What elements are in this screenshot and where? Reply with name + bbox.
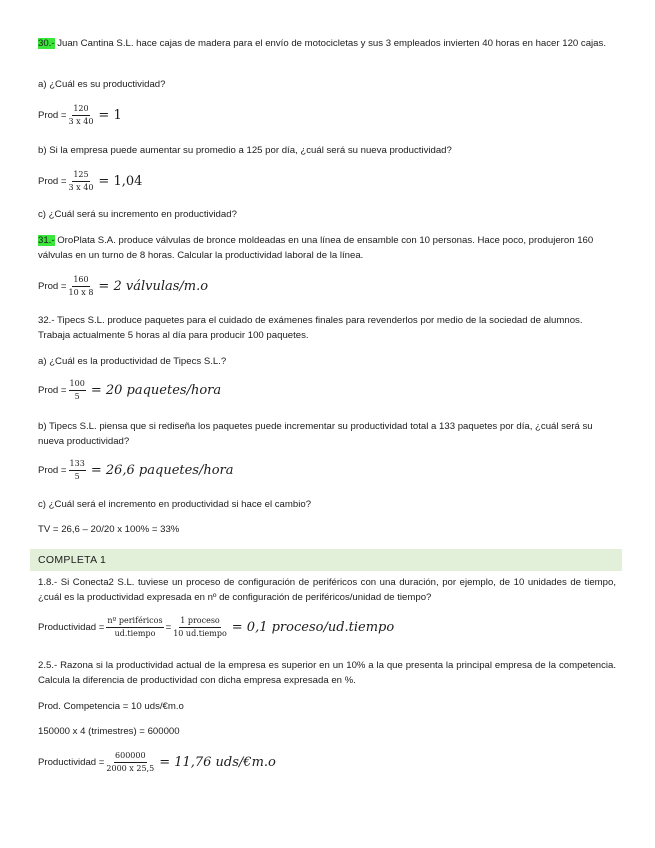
exercise-31-formula: [38, 275, 208, 298]
fraction-2: [173, 616, 227, 639]
formula-label: Productividad =: [38, 622, 105, 633]
numerator: 133: [69, 459, 86, 471]
exercise-2-5-line-1: Prod. Competencia = 10 uds/€m.o: [38, 701, 184, 712]
formula-result: = 11,76 uds/€m.o: [159, 755, 276, 770]
exercise-31-text: OroPlata S.A. produce válvulas de bronce moldeadas en una línea de ensamble con 10 personas. Hace poco, produjeron 160 válvulas en un turno de 8 horas. Calcular la productividad laboral de la línea.: [38, 235, 594, 261]
formula-result: = 0,1 proceso/ud.tiempo: [231, 620, 395, 635]
equals-sign: =: [165, 622, 172, 633]
exercise-30-question-a: a) ¿Cuál es su productividad?: [38, 79, 166, 90]
formula-result: = 2 válvulas/m.o: [98, 279, 209, 294]
section-heading-completa-1: COMPLETA 1: [30, 549, 622, 571]
denominator: 3 x 40: [68, 117, 94, 126]
exercise-32-formula-b: [38, 459, 234, 482]
exercise-32-tv-line: TV = 26,6 – 20/20 x 100% = 33%: [38, 524, 180, 535]
denominator: 2000 x 25,5: [106, 764, 155, 773]
denominator: 10 x 8: [68, 288, 94, 297]
exercise-30-question-b: b) Si la empresa puede aumentar su promedio a 125 por día, ¿cuál será su nueva productividad?: [38, 145, 452, 156]
exercise-30-formula-a: [38, 104, 122, 127]
formula-label: Prod =: [38, 110, 67, 121]
numerator: 100: [69, 379, 86, 391]
formula-result: = 20 paquetes/hora: [90, 383, 222, 398]
formula-label: Productividad =: [38, 757, 105, 768]
formula-result: = 1,04: [98, 174, 143, 189]
fraction: [69, 275, 94, 298]
denominator: ud.tiempo: [114, 629, 156, 638]
exercise-30-statement: [38, 37, 616, 52]
formula-label: Prod =: [38, 385, 67, 396]
exercise-1-8-statement: 1.8.- Si Conecta2 S.L. tuviese un proceso de configuración de periféricos con una duración, por ejemplo, de 10 unidades de tiempo, ¿cuál es la productividad expresada en nº de configuración de periféricos/unidad de tiempo?: [38, 577, 616, 603]
denominator: 5: [74, 392, 80, 401]
fraction: [106, 751, 154, 774]
exercise-31-statement: [38, 234, 618, 263]
exercise-32-statement: 32.- Tipecs S.L. produce paquetes para el cuidado de exámenes finales para revenderlos por medio de la sociedad de alumnos. Trabaja actualmente 5 horas al día para producir 100 paquetes.: [38, 315, 583, 341]
exercise-32-question-a: a) ¿Cuál es la productividad de Tipecs S.L.?: [38, 356, 227, 367]
exercise-2-5-formula: [38, 751, 276, 774]
exercise-32-question-b: b) Tipecs S.L. piensa que si rediseña los paquetes puede incrementar su productividad total a 133 paquetes por día, ¿cuál será su nueva productividad?: [38, 421, 593, 447]
fraction-1: [106, 616, 163, 639]
exercise-1-8-formula: [38, 616, 394, 639]
formula-label: Prod =: [38, 465, 67, 476]
exercise-30-formula-b: [38, 170, 142, 193]
numerator: 160: [72, 275, 89, 287]
fraction: [69, 170, 94, 193]
numerator: 600000: [114, 751, 147, 763]
denominator: 10 ud.tiempo: [173, 629, 227, 638]
exercise-2-5-line-2: 150000 x 4 (trimestres) = 600000: [38, 726, 180, 737]
fraction: [69, 379, 86, 402]
exercise-32-formula-a: [38, 379, 221, 402]
formula-result: = 1: [98, 108, 122, 123]
formula-result: = 26,6 paquetes/hora: [90, 463, 234, 478]
formula-label: Prod =: [38, 176, 67, 187]
formula-label: Prod =: [38, 281, 67, 292]
exercise-31-number-highlight: 31.-: [38, 235, 55, 246]
denominator: 3 x 40: [68, 183, 94, 192]
exercise-30-text: Juan Cantina S.L. hace cajas de madera para el envío de motocicletas y sus 3 empleados invierten 40 horas en hacer 120 cajas.: [54, 38, 606, 49]
fraction: [69, 104, 94, 127]
fraction: [69, 459, 86, 482]
numerator: 120: [72, 104, 89, 116]
numerator: nº periféricos: [106, 616, 163, 628]
numerator: 125: [72, 170, 89, 182]
exercise-2-5-statement: 2.5.- Razona si la productividad actual de la empresa es superior en un 10% a la que presenta la principal empresa de la competencia. Calcula la diferencia de productividad con dicha empresa expresada en %.: [38, 660, 616, 686]
exercise-30-number-highlight: 30.-: [38, 38, 55, 49]
exercise-32-question-c: c) ¿Cuál será el incremento en productividad si hace el cambio?: [38, 499, 312, 510]
numerator: 1 proceso: [179, 616, 221, 628]
exercise-30-question-c: c) ¿Cuál será su incremento en productividad?: [38, 209, 237, 220]
denominator: 5: [74, 472, 80, 481]
